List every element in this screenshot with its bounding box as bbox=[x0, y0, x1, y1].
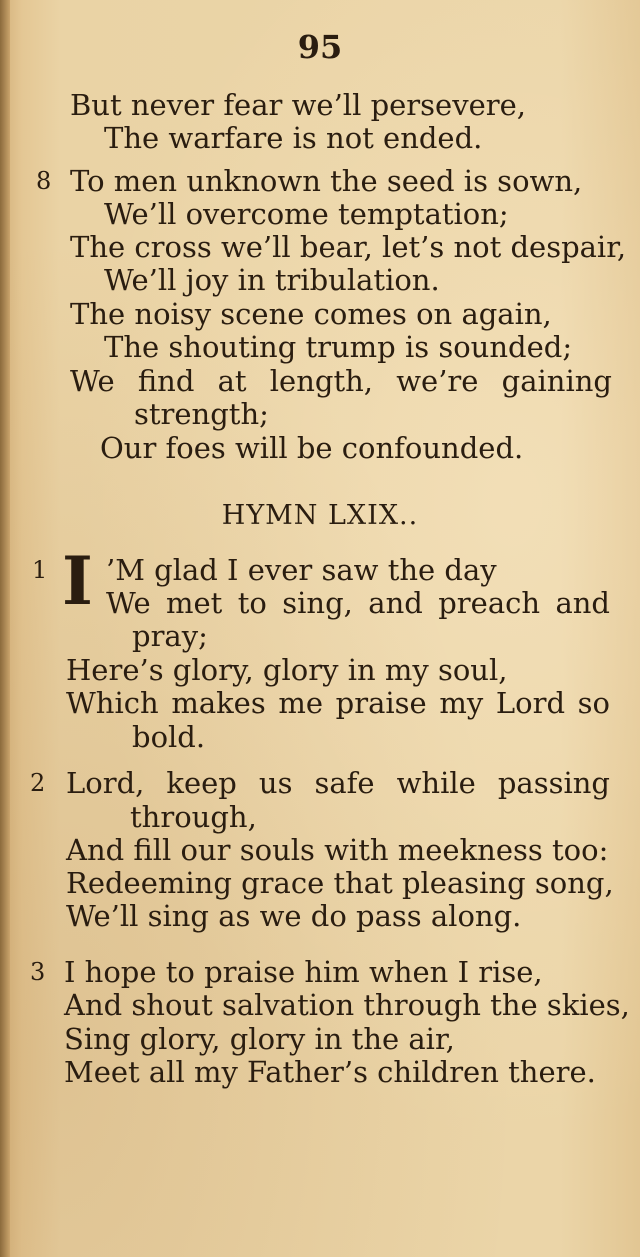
verse-line: Here’s glory, glory in my soul, bbox=[66, 653, 508, 687]
verse-line: But never fear we’ll persevere, bbox=[70, 88, 526, 122]
verse-line: ’M glad I ever saw the day bbox=[106, 553, 497, 587]
verse-line: We met to sing, and preach and bbox=[106, 586, 610, 620]
page-gutter-shadow bbox=[0, 0, 10, 1257]
verse-line: bold. bbox=[132, 720, 206, 754]
verse-number: 3 bbox=[30, 958, 46, 986]
verse-line: pray; bbox=[132, 619, 208, 653]
verse-line: We’ll sing as we do pass along. bbox=[66, 899, 522, 933]
verse-line: We’ll joy in tribulation. bbox=[104, 263, 440, 297]
verse-line: We’ll overcome temptation; bbox=[104, 197, 509, 231]
verse-line: Our foes will be confounded. bbox=[100, 431, 524, 465]
verse-line: The shouting trump is sounded; bbox=[104, 330, 573, 364]
verse-line: through, bbox=[130, 800, 257, 834]
verse-number: 8 bbox=[36, 167, 52, 195]
verse-line: strength; bbox=[134, 397, 269, 431]
verse-line: Which makes me praise my Lord so bbox=[66, 686, 610, 720]
verse-number: 2 bbox=[30, 769, 46, 797]
verse-number: 1 bbox=[32, 556, 48, 584]
verse-line: We find at length, we’re gaining bbox=[70, 364, 612, 398]
verse-line: And fill our souls with meekness too: bbox=[66, 833, 609, 867]
verse-line: And shout salvation through the skies, bbox=[64, 988, 630, 1022]
verse-line: The cross we’ll bear, let’s not despair, bbox=[70, 230, 627, 264]
hymn-title: HYMN LXIX.. bbox=[221, 500, 419, 531]
verse-line: Sing glory, glory in the air, bbox=[64, 1022, 455, 1056]
verse-line: The warfare is not ended. bbox=[104, 121, 483, 155]
verse-line: I hope to praise him when I rise, bbox=[64, 955, 543, 989]
verse-line: The noisy scene comes on again, bbox=[70, 297, 552, 331]
drop-cap: I bbox=[62, 542, 93, 620]
verse-line: Redeeming grace that pleasing song, bbox=[66, 866, 614, 900]
verse-line: Meet all my Father’s children there. bbox=[64, 1055, 596, 1089]
page-number: 95 bbox=[297, 28, 343, 66]
verse-line: Lord, keep us safe while passing bbox=[66, 766, 610, 800]
verse-line: To men unknown the seed is sown, bbox=[70, 164, 583, 198]
